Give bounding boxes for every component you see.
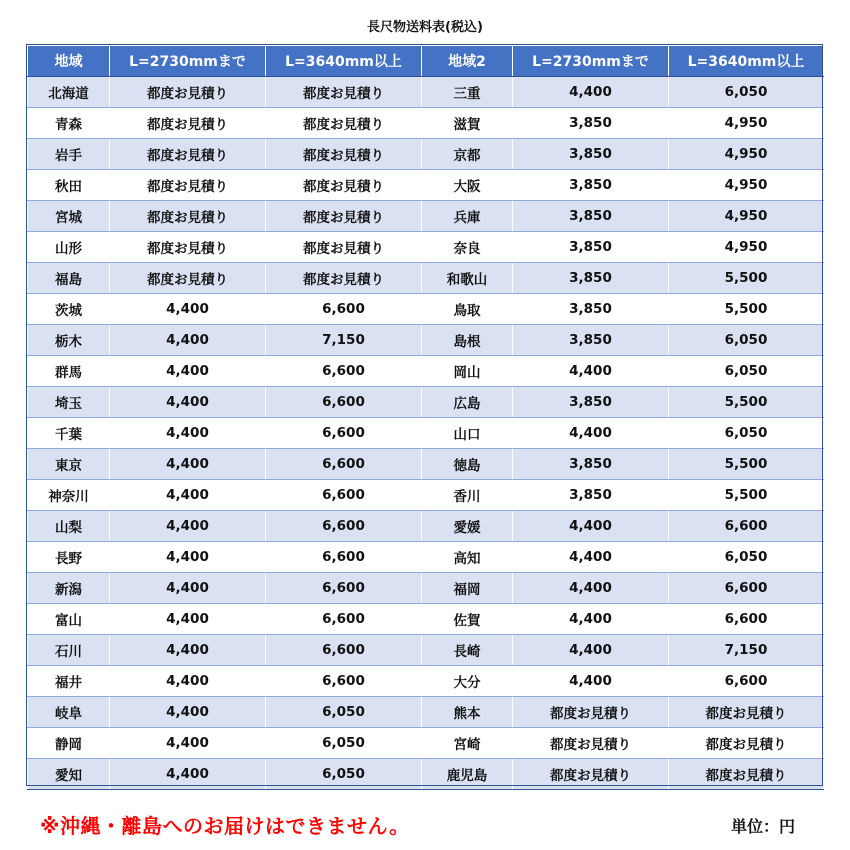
long-rate-cell: 6,600 xyxy=(266,356,422,387)
short-rate-cell: 都度お見積り xyxy=(110,263,266,294)
region-cell: 青森 xyxy=(28,108,110,139)
table-row xyxy=(28,170,824,201)
long-rate-2-cell: 6,050 xyxy=(669,418,824,449)
table-row xyxy=(28,573,824,604)
short-rate-cell: 4,400 xyxy=(110,480,266,511)
region-2-cell: 兵庫 xyxy=(422,201,513,232)
short-rate-cell: 都度お見積り xyxy=(110,77,266,108)
long-rate-cell: 6,600 xyxy=(266,604,422,635)
table-row xyxy=(28,201,824,232)
long-rate-cell: 6,050 xyxy=(266,728,422,759)
region-2-cell: 滋賀 xyxy=(422,108,513,139)
short-rate-2-cell: 4,400 xyxy=(513,666,669,697)
short-rate-cell: 都度お見積り xyxy=(110,170,266,201)
table-row xyxy=(28,728,824,759)
region-cell: 岐阜 xyxy=(28,697,110,728)
region-cell: 長野 xyxy=(28,542,110,573)
short-rate-cell: 4,400 xyxy=(110,418,266,449)
short-rate-cell: 4,400 xyxy=(110,511,266,542)
region-2-cell: 鳥取 xyxy=(422,294,513,325)
region-2-cell: 三重 xyxy=(422,77,513,108)
long-rate-cell: 都度お見積り xyxy=(266,139,422,170)
long-rate-cell: 6,600 xyxy=(266,511,422,542)
delivery-notice: ※沖縄・離島へのお届けはできません。 xyxy=(40,814,410,838)
region-cell: 山梨 xyxy=(28,511,110,542)
region-2-cell: 京都 xyxy=(422,139,513,170)
long-rate-cell: 6,600 xyxy=(266,666,422,697)
long-rate-cell: 都度お見積り xyxy=(266,170,422,201)
region-2-cell: 長崎 xyxy=(422,635,513,666)
short-rate-cell: 4,400 xyxy=(110,387,266,418)
long-rate-2-cell: 都度お見積り xyxy=(669,759,824,790)
short-rate-2-cell: 4,400 xyxy=(513,604,669,635)
header-short-length-2: L=2730mmまで xyxy=(513,46,669,77)
short-rate-2-cell: 3,850 xyxy=(513,387,669,418)
region-2-cell: 大阪 xyxy=(422,170,513,201)
header-long-length: L=3640mm以上 xyxy=(266,46,422,77)
short-rate-cell: 4,400 xyxy=(110,294,266,325)
short-rate-cell: 都度お見積り xyxy=(110,201,266,232)
short-rate-cell: 4,400 xyxy=(110,635,266,666)
region-cell: 福島 xyxy=(28,263,110,294)
region-cell: 栃木 xyxy=(28,325,110,356)
long-rate-2-cell: 5,500 xyxy=(669,387,824,418)
table-row xyxy=(28,635,824,666)
region-2-cell: 徳島 xyxy=(422,449,513,480)
table-row xyxy=(28,232,824,263)
table-row xyxy=(28,139,824,170)
table-row xyxy=(28,604,824,635)
table-row xyxy=(28,666,824,697)
long-rate-2-cell: 6,600 xyxy=(669,604,824,635)
long-rate-cell: 都度お見積り xyxy=(266,77,422,108)
shipping-rate-table xyxy=(27,45,824,790)
short-rate-2-cell: 4,400 xyxy=(513,573,669,604)
region-cell: 神奈川 xyxy=(28,480,110,511)
short-rate-cell: 4,400 xyxy=(110,325,266,356)
region-2-cell: 岡山 xyxy=(422,356,513,387)
region-cell: 東京 xyxy=(28,449,110,480)
table-row xyxy=(28,294,824,325)
short-rate-2-cell: 4,400 xyxy=(513,418,669,449)
table-title: 長尺物送料表(税込) xyxy=(367,20,483,35)
short-rate-2-cell: 3,850 xyxy=(513,325,669,356)
long-rate-cell: 6,600 xyxy=(266,635,422,666)
long-rate-2-cell: 4,950 xyxy=(669,170,824,201)
short-rate-2-cell: 3,850 xyxy=(513,108,669,139)
long-rate-2-cell: 5,500 xyxy=(669,294,824,325)
short-rate-cell: 4,400 xyxy=(110,356,266,387)
table-row xyxy=(28,263,824,294)
short-rate-2-cell: 3,850 xyxy=(513,294,669,325)
short-rate-2-cell: 3,850 xyxy=(513,480,669,511)
table-row xyxy=(28,449,824,480)
short-rate-2-cell: 3,850 xyxy=(513,170,669,201)
short-rate-2-cell: 3,850 xyxy=(513,263,669,294)
long-rate-cell: 都度お見積り xyxy=(266,263,422,294)
region-2-cell: 宮崎 xyxy=(422,728,513,759)
region-cell: 千葉 xyxy=(28,418,110,449)
long-rate-cell: 6,600 xyxy=(266,418,422,449)
region-2-cell: 山口 xyxy=(422,418,513,449)
region-2-cell: 熊本 xyxy=(422,697,513,728)
long-rate-cell: 6,600 xyxy=(266,294,422,325)
long-rate-2-cell: 7,150 xyxy=(669,635,824,666)
short-rate-cell: 都度お見積り xyxy=(110,108,266,139)
long-rate-cell: 6,600 xyxy=(266,542,422,573)
long-rate-cell: 6,600 xyxy=(266,387,422,418)
short-rate-2-cell: 都度お見積り xyxy=(513,728,669,759)
short-rate-cell: 4,400 xyxy=(110,542,266,573)
region-cell: 愛知 xyxy=(28,759,110,790)
region-2-cell: 広島 xyxy=(422,387,513,418)
long-rate-2-cell: 5,500 xyxy=(669,263,824,294)
region-cell: 秋田 xyxy=(28,170,110,201)
long-rate-2-cell: 5,500 xyxy=(669,449,824,480)
table-row xyxy=(28,759,824,790)
short-rate-2-cell: 4,400 xyxy=(513,356,669,387)
region-cell: 福井 xyxy=(28,666,110,697)
region-2-cell: 鹿児島 xyxy=(422,759,513,790)
short-rate-2-cell: 都度お見積り xyxy=(513,759,669,790)
short-rate-cell: 4,400 xyxy=(110,449,266,480)
short-rate-cell: 都度お見積り xyxy=(110,139,266,170)
table-row xyxy=(28,418,824,449)
long-rate-2-cell: 6,600 xyxy=(669,666,824,697)
short-rate-2-cell: 3,850 xyxy=(513,449,669,480)
table-row xyxy=(28,480,824,511)
short-rate-2-cell: 3,850 xyxy=(513,232,669,263)
region-2-cell: 香川 xyxy=(422,480,513,511)
short-rate-cell: 4,400 xyxy=(110,666,266,697)
long-rate-cell: 6,600 xyxy=(266,573,422,604)
short-rate-2-cell: 3,850 xyxy=(513,139,669,170)
short-rate-2-cell: 3,850 xyxy=(513,201,669,232)
long-rate-2-cell: 4,950 xyxy=(669,108,824,139)
short-rate-2-cell: 4,400 xyxy=(513,511,669,542)
table-body xyxy=(28,77,824,790)
region-2-cell: 大分 xyxy=(422,666,513,697)
region-2-cell: 島根 xyxy=(422,325,513,356)
table-row xyxy=(28,511,824,542)
short-rate-2-cell: 都度お見積り xyxy=(513,697,669,728)
region-2-cell: 佐賀 xyxy=(422,604,513,635)
long-rate-2-cell: 6,050 xyxy=(669,77,824,108)
long-rate-cell: 6,050 xyxy=(266,759,422,790)
short-rate-2-cell: 4,400 xyxy=(513,635,669,666)
long-rate-cell: 6,600 xyxy=(266,449,422,480)
unit-label: 単位：円 xyxy=(731,817,796,836)
short-rate-cell: 4,400 xyxy=(110,604,266,635)
short-rate-cell: 4,400 xyxy=(110,573,266,604)
header-row xyxy=(28,46,824,77)
long-rate-cell: 7,150 xyxy=(266,325,422,356)
long-rate-cell: 6,050 xyxy=(266,697,422,728)
table-row xyxy=(28,325,824,356)
short-rate-2-cell: 4,400 xyxy=(513,542,669,573)
region-cell: 埼玉 xyxy=(28,387,110,418)
long-rate-2-cell: 6,050 xyxy=(669,325,824,356)
region-cell: 茨城 xyxy=(28,294,110,325)
long-rate-2-cell: 5,500 xyxy=(669,480,824,511)
region-cell: 群馬 xyxy=(28,356,110,387)
long-rate-cell: 都度お見積り xyxy=(266,108,422,139)
long-rate-2-cell: 6,050 xyxy=(669,356,824,387)
region-cell: 岩手 xyxy=(28,139,110,170)
long-rate-cell: 都度お見積り xyxy=(266,201,422,232)
region-2-cell: 奈良 xyxy=(422,232,513,263)
region-cell: 静岡 xyxy=(28,728,110,759)
header-region-2: 地域2 xyxy=(422,46,513,77)
long-rate-cell: 都度お見積り xyxy=(266,232,422,263)
table-row xyxy=(28,697,824,728)
region-cell: 宮城 xyxy=(28,201,110,232)
long-rate-2-cell: 4,950 xyxy=(669,139,824,170)
table-row xyxy=(28,108,824,139)
region-cell: 北海道 xyxy=(28,77,110,108)
table-row xyxy=(28,77,824,108)
region-cell: 富山 xyxy=(28,604,110,635)
long-rate-2-cell: 4,950 xyxy=(669,232,824,263)
region-2-cell: 和歌山 xyxy=(422,263,513,294)
long-rate-2-cell: 6,050 xyxy=(669,542,824,573)
short-rate-2-cell: 4,400 xyxy=(513,77,669,108)
header-short-length: L=2730mmまで xyxy=(110,46,266,77)
region-cell: 新潟 xyxy=(28,573,110,604)
long-rate-2-cell: 4,950 xyxy=(669,201,824,232)
region-2-cell: 福岡 xyxy=(422,573,513,604)
region-2-cell: 高知 xyxy=(422,542,513,573)
region-cell: 石川 xyxy=(28,635,110,666)
table-row xyxy=(28,542,824,573)
short-rate-cell: 都度お見積り xyxy=(110,232,266,263)
long-rate-2-cell: 都度お見積り xyxy=(669,697,824,728)
table-row xyxy=(28,356,824,387)
header-long-length-2: L=3640mm以上 xyxy=(669,46,824,77)
short-rate-cell: 4,400 xyxy=(110,728,266,759)
short-rate-cell: 4,400 xyxy=(110,697,266,728)
long-rate-2-cell: 6,600 xyxy=(669,573,824,604)
short-rate-cell: 4,400 xyxy=(110,759,266,790)
long-rate-2-cell: 6,600 xyxy=(669,511,824,542)
region-2-cell: 愛媛 xyxy=(422,511,513,542)
header-region: 地域 xyxy=(28,46,110,77)
table-row xyxy=(28,387,824,418)
long-rate-cell: 6,600 xyxy=(266,480,422,511)
region-cell: 山形 xyxy=(28,232,110,263)
long-rate-2-cell: 都度お見積り xyxy=(669,728,824,759)
